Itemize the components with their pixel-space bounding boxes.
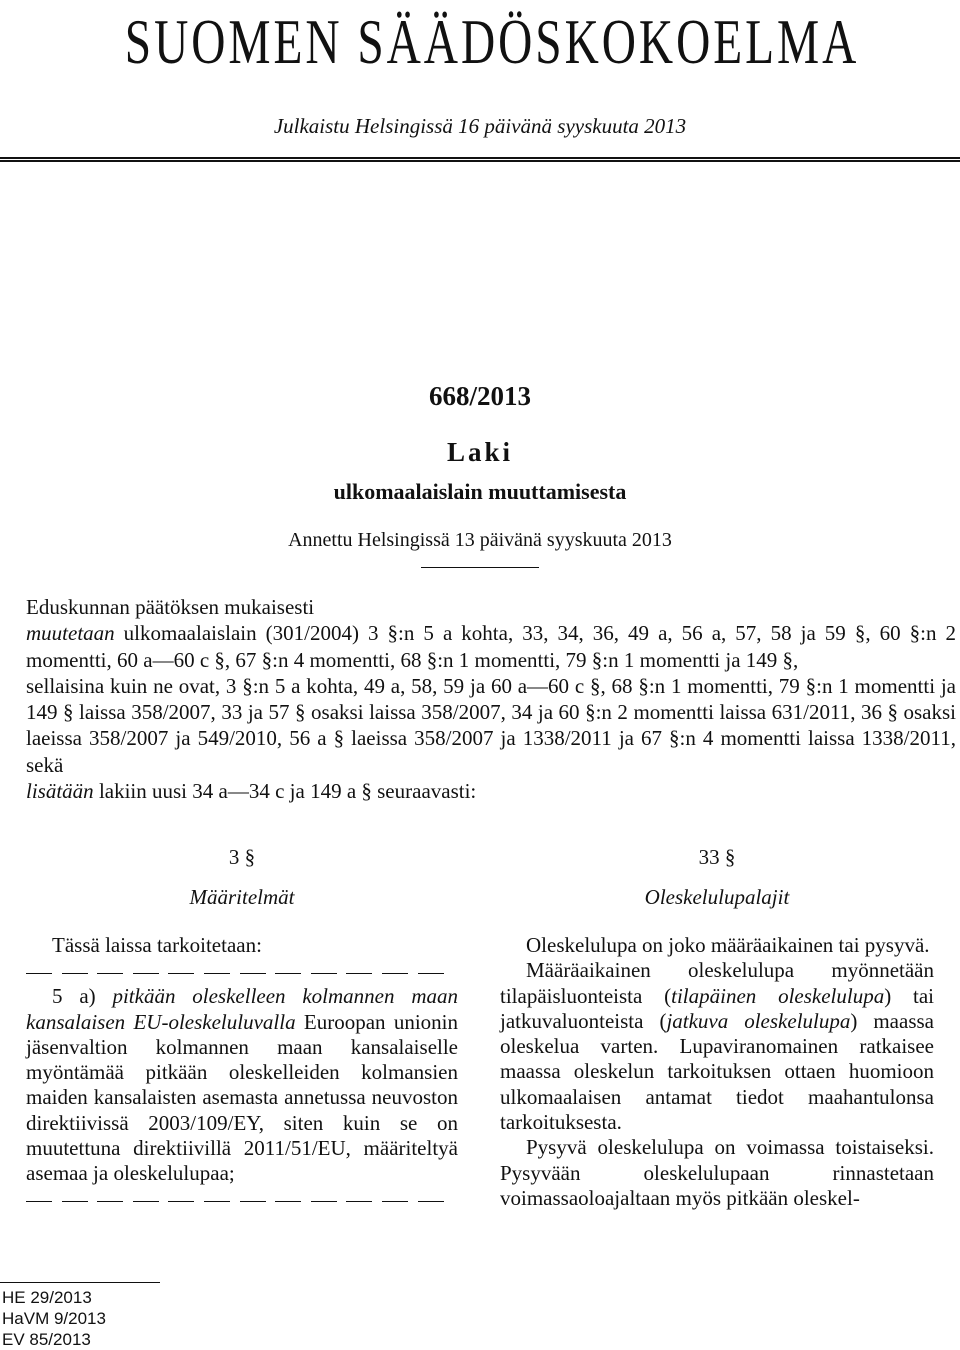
preamble-amend [26, 620, 956, 673]
masthead-title: SUOMEN SÄÄDÖSKOKOELMA [124, 6, 860, 77]
section-3-title: Määritelmät [189, 885, 295, 909]
publication-date: Julkaistu Helsingissä 16 päivänä syyskuuta 2013 [273, 114, 687, 138]
amend-word: muutetaan [26, 621, 115, 646]
item-term: pitkään oleskelleen kolmannen maan kansalaisen EU-oleskeluluvalla [26, 984, 458, 1034]
preamble-add [26, 778, 956, 804]
item-text: Euroopan unionin jäsenvaltion kolmannen maan kansalaiselle myöntämää pitkään oleskelleiden kolmansien maiden kansalaisten asemasta annetussa neuvoston direktiivissä 2003/109/EY, siten kuin se on muutettuna direktiivillä 2011/51/EU, määriteltyä asemaa ja oleskelulupaa; [26, 1009, 458, 1186]
p2-part-a: Määräaikainen oleskelulupa myönnetään tilapäisluonteista ( [500, 958, 934, 1008]
section-33-p1: Oleskelulupa on joko määräaikainen tai pysyvä. [526, 933, 930, 957]
act-given-date: Annettu Helsingissä 13 päivänä syyskuuta 2013 [288, 529, 672, 551]
p2-part-b: ) tai jatkuvaluonteista ( [500, 983, 935, 1033]
p2-part-c: ) maassa oleskelua varten. Lupaviranomainen ratkaisee maassa oleskelun tarkoituksen ottaen huomioon ulkomaalaisen antamat tiedot maahantulonsa tarkoituksesta. [500, 1008, 934, 1135]
legislative-references [0, 1282, 160, 1350]
ref-he: HE 29/2013 [2, 1288, 92, 1307]
add-text: lakiin uusi 34 a—34 c ja 149 a § seuraavasti: [93, 779, 477, 804]
add-word: lisätään [26, 779, 94, 804]
p2-term-continuous: jatkuva oleskelulupa [666, 1008, 851, 1033]
omission-dashes-bottom [26, 1189, 458, 1211]
preamble-line1: Eduskunnan päätöksen mukaisesti [26, 595, 315, 619]
section-3 [26, 843, 458, 1213]
omission-dashes-top [26, 960, 458, 982]
preamble-such: sellaisina kuin ne ovat, 3 §:n 5 a kohta, 49 a, 58, 59 ja 60 a—60 c §, 68 §:n 1 momentti, 79 §:n 1 momentti ja 149 § laissa 358/2007, 33 ja 57 § osaksi laissa 358/2007, 34 ja 60 §:n 2 momentti laissa 631/2011, 36 § osaksi laeissa 358/2007 ja 549/2010, 56 a § laeissa 358/2007 ja 1338/2011 ja 67 §:n 4 momentti laissa 1338/2011, sekä [26, 673, 956, 777]
ref-ev: EV 85/2013 [2, 1330, 91, 1349]
p2-term-temporary: tilapäinen oleskelulupa [671, 983, 885, 1008]
section-33-number: 33 § [698, 845, 736, 869]
item-prefix: 5 a) [52, 984, 113, 1009]
section-3-number: 3 § [228, 845, 256, 869]
act-type: Laki [446, 437, 514, 467]
preamble [26, 594, 956, 804]
masthead-rule [0, 157, 960, 162]
section-33-p3: Pysyvä oleskelulupa on voimassa toistaiseksi. Pysyvään oleskelulupaan rinnastetaan voimassaoloajaltaan myös pitkään oleskel- [500, 1135, 934, 1210]
section-33-title: Oleskelulupalajit [644, 885, 790, 909]
title-divider [421, 567, 539, 568]
section-33 [500, 843, 934, 1211]
act-title: ulkomaalaislain muuttamisesta [333, 479, 627, 504]
section-33-p2 [500, 958, 934, 1135]
section-3-item-5a [26, 984, 458, 1186]
act-number: 668/2013 [428, 381, 531, 411]
section-3-intro: Tässä laissa tarkoitetaan: [52, 933, 262, 957]
ref-havm: HaVM 9/2013 [2, 1309, 106, 1328]
amend-text: ulkomaalaislain (301/2004) 3 §:n 5 a kohta, 33, 34, 36, 49 a, 56 a, 57, 58 ja 59 §, 60 §:n 2 momentti, 60 a—60 c §, 67 §:n 4 momentti, 68 §:n 1 momentti, 79 §:n 1 momentti ja 149 §, [26, 621, 956, 672]
